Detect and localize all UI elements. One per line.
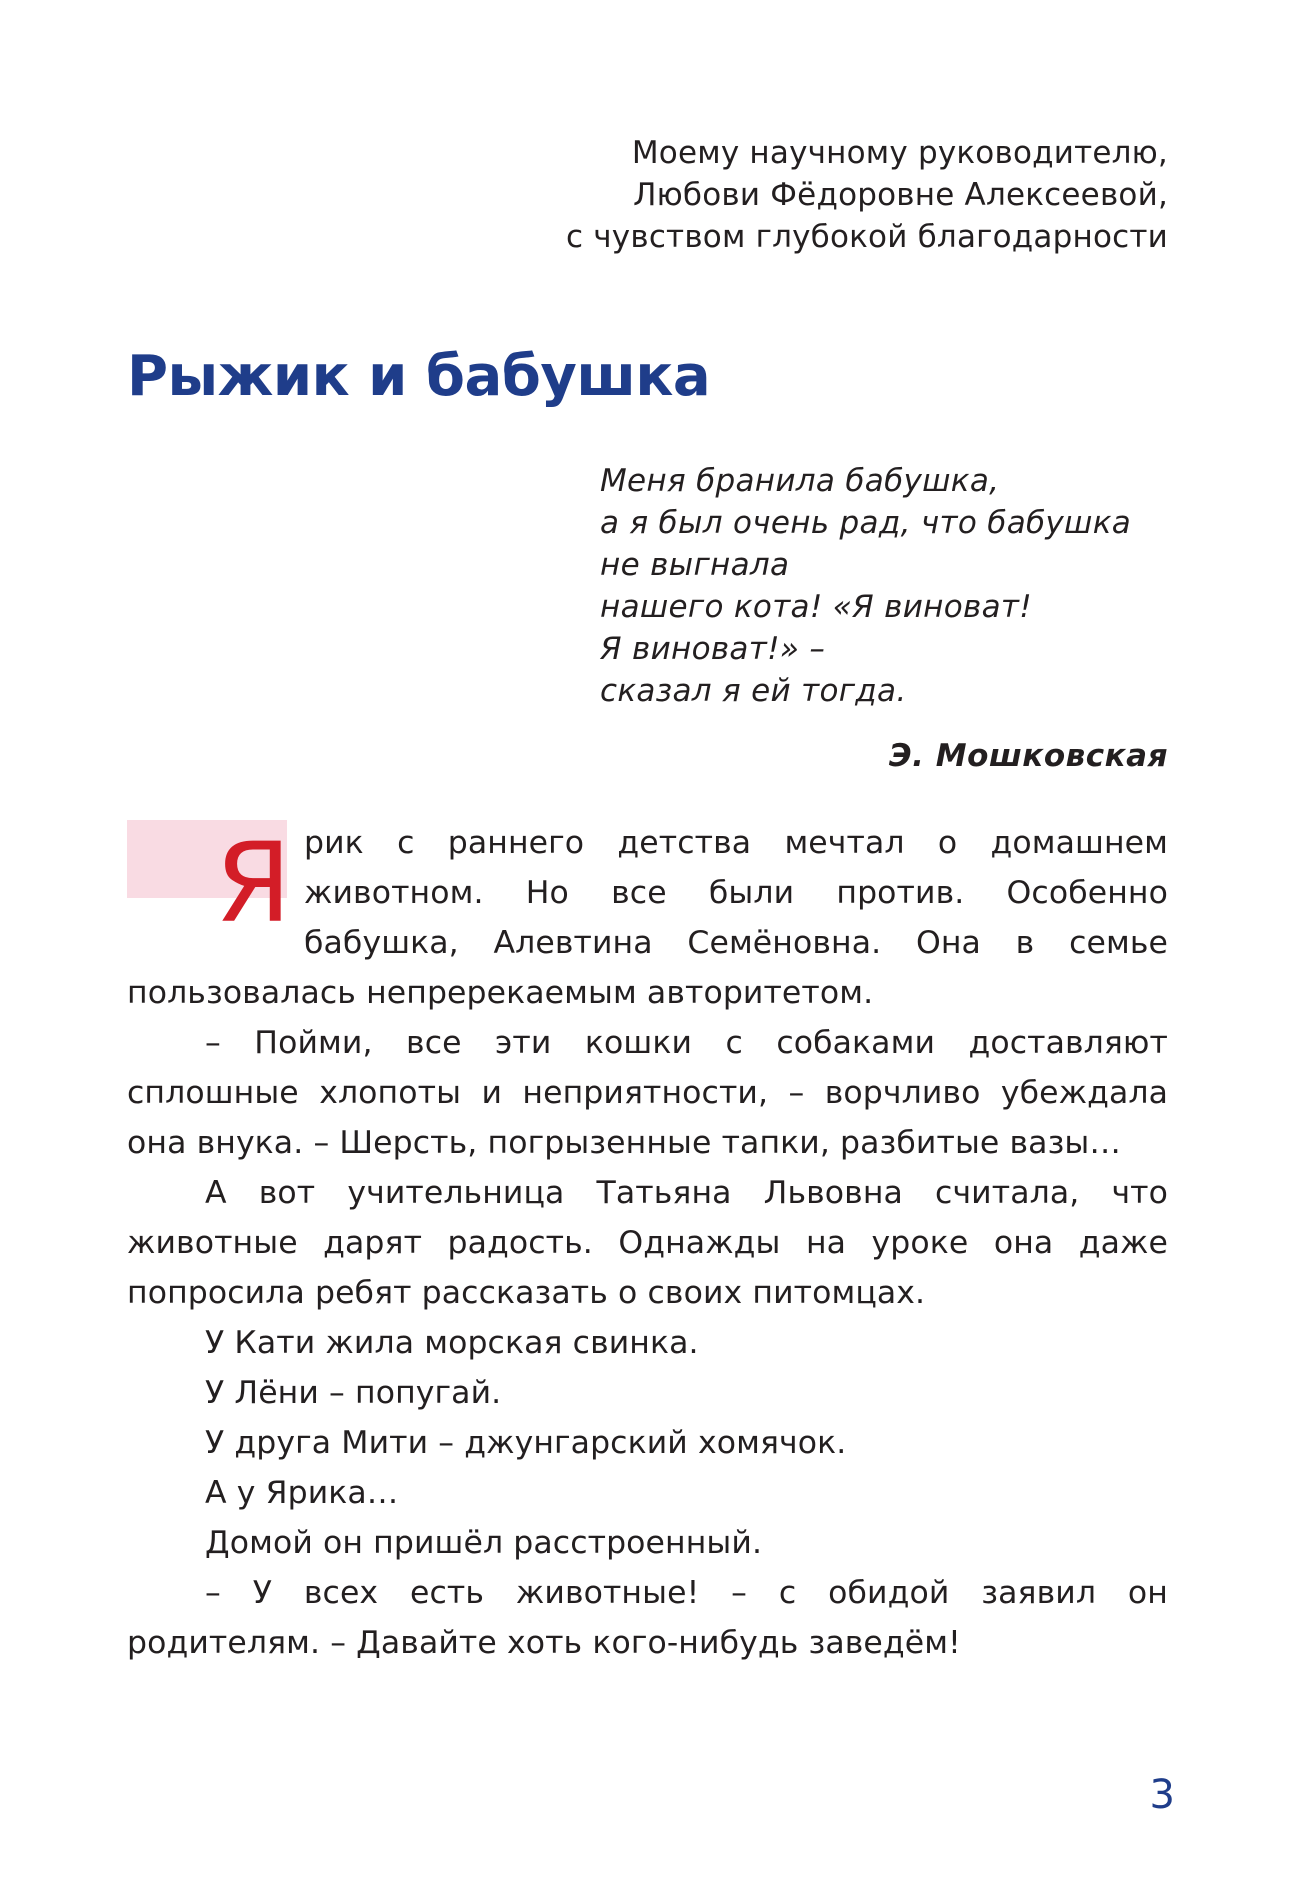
paragraph: У друга Мити – джунгарский хомячок.: [205, 1425, 847, 1461]
paragraph: – У всех есть животные! – с обидой заявил он родителям. – Давайте хоть кого-нибудь заведём!: [127, 1575, 1168, 1661]
epigraph-author: Э. Мошковская: [888, 738, 1168, 774]
dedication-line: Моему научному руководителю,: [631, 135, 1168, 171]
paragraph: Домой он пришёл расстроенный.: [205, 1525, 763, 1561]
paragraph-text: рик с раннего детства мечтал о домашнем животном. Но все были против. Особенно бабушка, Алевтина Семёновна. Она в семье пользовалась непререкаемым авторитетом.: [127, 825, 1168, 1011]
page-number: 3: [1149, 1772, 1175, 1818]
paragraph: А у Ярика…: [205, 1475, 399, 1511]
paragraph: А вот учительница Татьяна Львовна считала, что животные дарят радость. Однажды на уроке она даже попросила ребят рассказать о своих питомцах.: [127, 1175, 1168, 1311]
paragraph: У Кати жила морская свинка.: [205, 1325, 699, 1361]
epigraph-line: сказал я ей тогда.: [600, 673, 907, 709]
epigraph: [600, 460, 1180, 712]
drop-cap: [127, 820, 304, 950]
dedication-line: с чувством глубокой благодарности: [565, 219, 1168, 255]
epigraph-line: нашего кота! «Я виноват!: [600, 589, 1032, 625]
dedication: [468, 132, 1168, 258]
paragraph: У Лёни – попугай.: [205, 1375, 502, 1411]
paragraph: [127, 818, 1168, 1018]
epigraph-line: не выгнала: [600, 547, 790, 583]
drop-cap-letter: Я: [215, 819, 292, 947]
epigraph-line: Я виноват!» –: [600, 631, 826, 667]
epigraph-line: а я был очень рад, что бабушка: [600, 505, 1132, 541]
paragraph: – Пойми, все эти кошки с собаками доставляют сплошные хлопоты и неприятности, – ворчливо убеждала она внука. – Шерсть, погрызенные тапки, разбитые вазы…: [127, 1025, 1168, 1161]
story-text: [127, 818, 1168, 1668]
story-title: Рыжик и бабушка: [127, 344, 711, 409]
dedication-line: Любови Фёдоровне Алексеевой,: [633, 177, 1168, 213]
epigraph-line: Меня бранила бабушка,: [600, 463, 1000, 499]
